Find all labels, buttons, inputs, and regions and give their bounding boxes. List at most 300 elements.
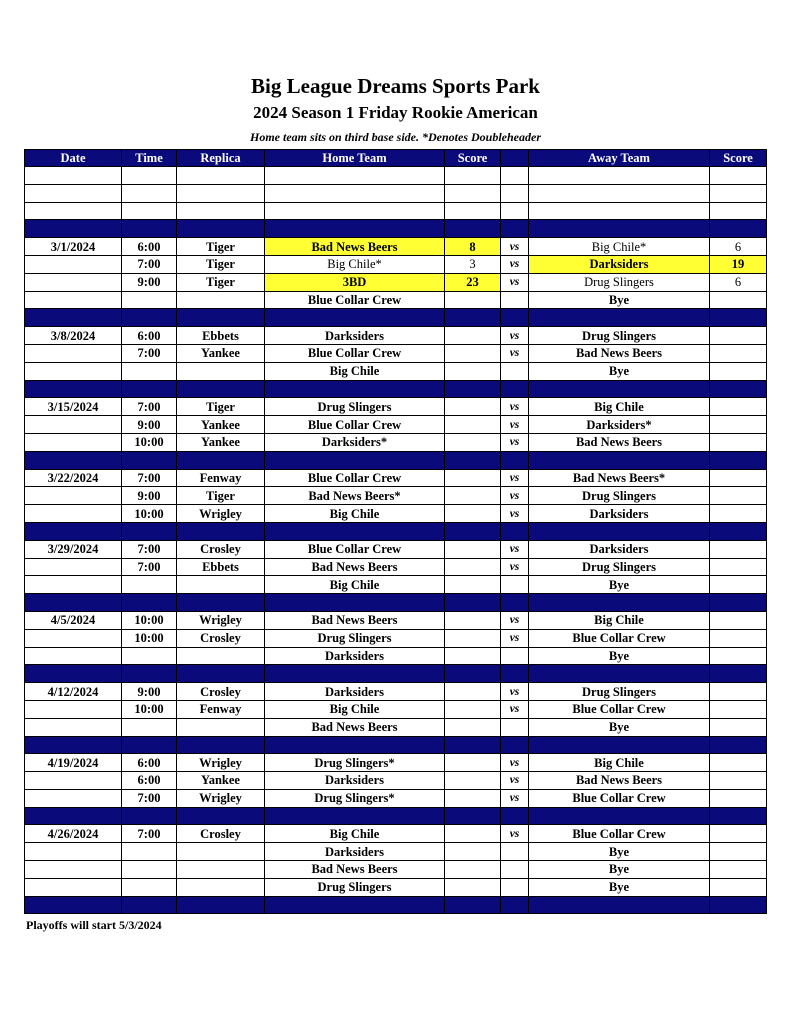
home-team-cell: Darksiders [265,327,445,345]
away-team-cell: Big Chile [529,611,710,629]
date-cell [25,202,122,220]
time-cell: 7:00 [122,540,177,558]
table-row [25,700,767,718]
home-score-cell [445,896,501,914]
replica-cell: Yankee [177,772,265,790]
home-team-cell: Big Chile [265,576,445,594]
vs-cell: vs [501,416,529,434]
home-score-cell [445,380,501,398]
date-cell: 4/26/2024 [25,825,122,843]
home-score-cell [445,344,501,362]
home-team-cell: Big Chile* [265,255,445,273]
away-team-cell: Darksiders [529,540,710,558]
time-cell [122,309,177,327]
week-separator-row [25,896,767,914]
table-row [25,416,767,434]
replica-cell [177,647,265,665]
table-row [25,647,767,665]
col-header-replica: Replica [177,150,265,167]
vs-cell [501,522,529,540]
away-team-cell: Blue Collar Crew [529,789,710,807]
date-cell [25,380,122,398]
home-score-cell [445,611,501,629]
replica-cell [177,736,265,754]
home-team-cell: Bad News Beers [265,861,445,879]
home-score-cell [445,754,501,772]
table-row [25,238,767,256]
replica-cell: Yankee [177,344,265,362]
away-team-cell [529,380,710,398]
time-cell [122,451,177,469]
date-cell: 3/1/2024 [25,238,122,256]
home-score-cell [445,825,501,843]
col-header-away-score: Score [710,150,767,167]
vs-cell: vs [501,700,529,718]
vs-cell: vs [501,238,529,256]
home-score-cell [445,291,501,309]
replica-cell: Tiger [177,273,265,291]
vs-cell [501,718,529,736]
home-score-cell [445,772,501,790]
home-team-cell: Drug Slingers* [265,754,445,772]
away-score-cell [710,540,767,558]
away-team-cell [529,220,710,238]
time-cell: 7:00 [122,398,177,416]
table-row [25,540,767,558]
replica-cell: Yankee [177,433,265,451]
table-row [25,469,767,487]
time-cell [122,291,177,309]
away-score-cell [710,380,767,398]
table-row [25,433,767,451]
table-row [25,629,767,647]
home-team-cell: Big Chile [265,700,445,718]
time-cell [122,861,177,879]
home-score-cell [445,398,501,416]
date-cell [25,629,122,647]
away-score-cell [710,291,767,309]
away-score-cell [710,772,767,790]
away-score-cell [710,576,767,594]
date-cell [25,665,122,683]
home-team-cell: Darksiders* [265,433,445,451]
away-team-cell: Bye [529,362,710,380]
home-score-cell [445,718,501,736]
home-score-cell [445,202,501,220]
home-team-cell: Bad News Beers* [265,487,445,505]
week-separator-row [25,309,767,327]
away-score-cell [710,594,767,612]
replica-cell: Wrigley [177,611,265,629]
away-score-cell [710,665,767,683]
away-score-cell [710,807,767,825]
table-row [25,878,767,896]
table-row [25,344,767,362]
home-score-cell [445,184,501,202]
time-cell [122,736,177,754]
table-row [25,291,767,309]
vs-cell [501,220,529,238]
away-team-cell: Bye [529,843,710,861]
time-cell [122,594,177,612]
replica-cell [177,665,265,683]
away-team-cell [529,665,710,683]
replica-cell: Crosley [177,540,265,558]
home-team-cell: Big Chile [265,825,445,843]
away-team-cell: Darksiders* [529,416,710,434]
away-team-cell: Bye [529,718,710,736]
week-separator-row [25,451,767,469]
table-row [25,273,767,291]
vs-cell: vs [501,255,529,273]
home-score-cell [445,665,501,683]
home-score-cell [445,540,501,558]
time-cell [122,220,177,238]
away-score-cell [710,878,767,896]
date-cell [25,700,122,718]
date-cell [25,291,122,309]
time-cell: 10:00 [122,433,177,451]
away-team-cell: Big Chile [529,754,710,772]
time-cell [122,896,177,914]
home-team-cell: Bad News Beers [265,238,445,256]
date-cell: 3/22/2024 [25,469,122,487]
home-team-cell [265,220,445,238]
vs-cell: vs [501,273,529,291]
away-score-cell [710,754,767,772]
away-team-cell: Bye [529,878,710,896]
replica-cell [177,522,265,540]
time-cell: 7:00 [122,469,177,487]
replica-cell [177,594,265,612]
home-score-cell [445,558,501,576]
away-score-cell [710,861,767,879]
time-cell [122,380,177,398]
home-team-cell: Darksiders [265,772,445,790]
home-score-cell: 8 [445,238,501,256]
vs-cell [501,167,529,185]
time-cell: 6:00 [122,238,177,256]
table-row [25,754,767,772]
home-team-cell [265,184,445,202]
away-team-cell [529,202,710,220]
vs-cell: vs [501,611,529,629]
time-cell [122,576,177,594]
vs-cell [501,291,529,309]
table-row [25,772,767,790]
away-team-cell [529,451,710,469]
playoffs-note: Playoffs will start 5/3/2024 [26,918,162,932]
away-team-cell [529,167,710,185]
table-row [25,861,767,879]
date-cell [25,594,122,612]
replica-cell: Tiger [177,255,265,273]
away-team-cell: Bye [529,291,710,309]
away-score-cell [710,683,767,701]
away-score-cell [710,416,767,434]
table-row [25,327,767,345]
date-cell [25,255,122,273]
time-cell: 7:00 [122,558,177,576]
away-score-cell [710,220,767,238]
away-score-cell [710,789,767,807]
page-title: Big League Dreams Sports Park [251,74,540,98]
time-cell [122,718,177,736]
table-row [25,683,767,701]
page-subtitle: 2024 Season 1 Friday Rookie American [253,103,538,122]
home-team-cell: Blue Collar Crew [265,291,445,309]
away-score-cell [710,451,767,469]
home-score-cell [445,167,501,185]
home-score-cell [445,469,501,487]
away-team-cell: Drug Slingers [529,683,710,701]
vs-cell [501,843,529,861]
table-row [25,611,767,629]
home-team-cell: Bad News Beers [265,718,445,736]
time-cell [122,647,177,665]
home-score-cell [445,220,501,238]
vs-cell: vs [501,683,529,701]
replica-cell [177,220,265,238]
week-separator-row [25,380,767,398]
vs-cell [501,309,529,327]
away-score-cell [710,736,767,754]
time-cell [122,807,177,825]
date-cell [25,647,122,665]
away-score-cell [710,344,767,362]
replica-cell: Yankee [177,416,265,434]
table-row [25,576,767,594]
away-team-cell: Big Chile [529,398,710,416]
vs-cell: vs [501,327,529,345]
replica-cell: Wrigley [177,754,265,772]
replica-cell [177,807,265,825]
time-cell: 9:00 [122,416,177,434]
away-score-cell: 6 [710,273,767,291]
date-cell [25,878,122,896]
home-team-cell: Blue Collar Crew [265,344,445,362]
week-separator-row [25,594,767,612]
time-cell: 10:00 [122,505,177,523]
home-score-cell [445,309,501,327]
vs-cell [501,647,529,665]
away-team-cell: Darksiders [529,505,710,523]
vs-cell [501,576,529,594]
home-score-cell [445,647,501,665]
away-score-cell [710,202,767,220]
away-score-cell [710,184,767,202]
away-score-cell [710,843,767,861]
week-separator-row [25,736,767,754]
date-cell: 4/5/2024 [25,611,122,629]
replica-cell [177,576,265,594]
away-score-cell: 19 [710,255,767,273]
away-score-cell [710,398,767,416]
date-cell [25,896,122,914]
away-score-cell [710,647,767,665]
date-cell: 3/29/2024 [25,540,122,558]
time-cell [122,362,177,380]
away-team-cell: Bad News Beers [529,433,710,451]
vs-cell: vs [501,540,529,558]
away-team-cell [529,594,710,612]
time-cell [122,202,177,220]
replica-cell: Fenway [177,469,265,487]
date-cell [25,736,122,754]
time-cell [122,167,177,185]
date-cell [25,772,122,790]
home-team-cell: Drug Slingers [265,878,445,896]
table-header-row [25,150,767,167]
home-team-cell [265,380,445,398]
date-cell [25,451,122,469]
date-cell [25,558,122,576]
time-cell: 9:00 [122,487,177,505]
date-cell [25,184,122,202]
time-cell: 9:00 [122,683,177,701]
time-cell: 7:00 [122,344,177,362]
home-team-cell [265,807,445,825]
home-team-cell: Blue Collar Crew [265,416,445,434]
replica-cell [177,451,265,469]
date-cell [25,487,122,505]
home-score-cell: 3 [445,255,501,273]
blank-row [25,167,767,185]
home-team-cell: Blue Collar Crew [265,469,445,487]
col-header-home-score: Score [445,150,501,167]
home-team-cell: Darksiders [265,683,445,701]
home-score-cell [445,362,501,380]
away-team-cell: Bad News Beers* [529,469,710,487]
home-team-cell: Bad News Beers [265,611,445,629]
home-team-cell [265,202,445,220]
replica-cell [177,896,265,914]
replica-cell [177,380,265,398]
away-score-cell [710,629,767,647]
replica-cell [177,167,265,185]
blank-row [25,202,767,220]
away-score-cell [710,825,767,843]
home-score-cell [445,807,501,825]
home-team-cell: Drug Slingers* [265,789,445,807]
col-header-vs [501,150,529,167]
away-team-cell [529,736,710,754]
date-cell [25,416,122,434]
away-score-cell [710,522,767,540]
vs-cell: vs [501,433,529,451]
away-score-cell [710,309,767,327]
vs-cell: vs [501,789,529,807]
vs-cell: vs [501,825,529,843]
schedule-body [25,167,767,914]
schedule-table [24,149,767,914]
replica-cell: Ebbets [177,558,265,576]
replica-cell [177,718,265,736]
replica-cell: Wrigley [177,789,265,807]
away-team-cell: Blue Collar Crew [529,825,710,843]
schedule-note: Home team sits on third base side. *Denotes Doubleheader [250,130,541,144]
home-team-cell: Darksiders [265,843,445,861]
home-score-cell [445,861,501,879]
home-score-cell [445,736,501,754]
time-cell [122,878,177,896]
vs-cell: vs [501,487,529,505]
replica-cell [177,309,265,327]
date-cell: 3/15/2024 [25,398,122,416]
col-header-time: Time [122,150,177,167]
time-cell: 7:00 [122,255,177,273]
vs-cell: vs [501,754,529,772]
time-cell [122,184,177,202]
replica-cell [177,291,265,309]
away-team-cell [529,309,710,327]
away-team-cell [529,184,710,202]
home-team-cell: Big Chile [265,362,445,380]
time-cell: 10:00 [122,700,177,718]
date-cell [25,861,122,879]
vs-cell [501,202,529,220]
away-score-cell [710,433,767,451]
date-cell [25,273,122,291]
home-score-cell [445,451,501,469]
replica-cell: Crosley [177,825,265,843]
date-cell [25,843,122,861]
home-team-cell [265,451,445,469]
away-team-cell: Drug Slingers [529,327,710,345]
home-score-cell [445,487,501,505]
vs-cell: vs [501,398,529,416]
home-team-cell: Bad News Beers [265,558,445,576]
away-team-cell: Bye [529,861,710,879]
away-team-cell: Drug Slingers [529,273,710,291]
table-row [25,718,767,736]
week-separator-row [25,220,767,238]
replica-cell: Tiger [177,398,265,416]
away-team-cell: Big Chile* [529,238,710,256]
table-row [25,487,767,505]
away-team-cell: Bad News Beers [529,772,710,790]
replica-cell: Tiger [177,487,265,505]
away-score-cell [710,362,767,380]
vs-cell [501,736,529,754]
away-score-cell [710,611,767,629]
home-score-cell [445,683,501,701]
home-team-cell [265,736,445,754]
time-cell [122,522,177,540]
col-header-date: Date [25,150,122,167]
replica-cell: Crosley [177,629,265,647]
vs-cell [501,451,529,469]
week-separator-row [25,807,767,825]
replica-cell: Wrigley [177,505,265,523]
date-cell: 3/8/2024 [25,327,122,345]
replica-cell [177,362,265,380]
table-row [25,255,767,273]
away-team-cell: Darksiders [529,255,710,273]
home-score-cell [445,416,501,434]
away-score-cell [710,487,767,505]
vs-cell [501,896,529,914]
time-cell [122,843,177,861]
blank-row [25,184,767,202]
home-score-cell [445,505,501,523]
date-cell: 4/12/2024 [25,683,122,701]
date-cell [25,344,122,362]
away-score-cell [710,327,767,345]
away-score-cell [710,469,767,487]
home-score-cell [445,700,501,718]
date-cell [25,433,122,451]
